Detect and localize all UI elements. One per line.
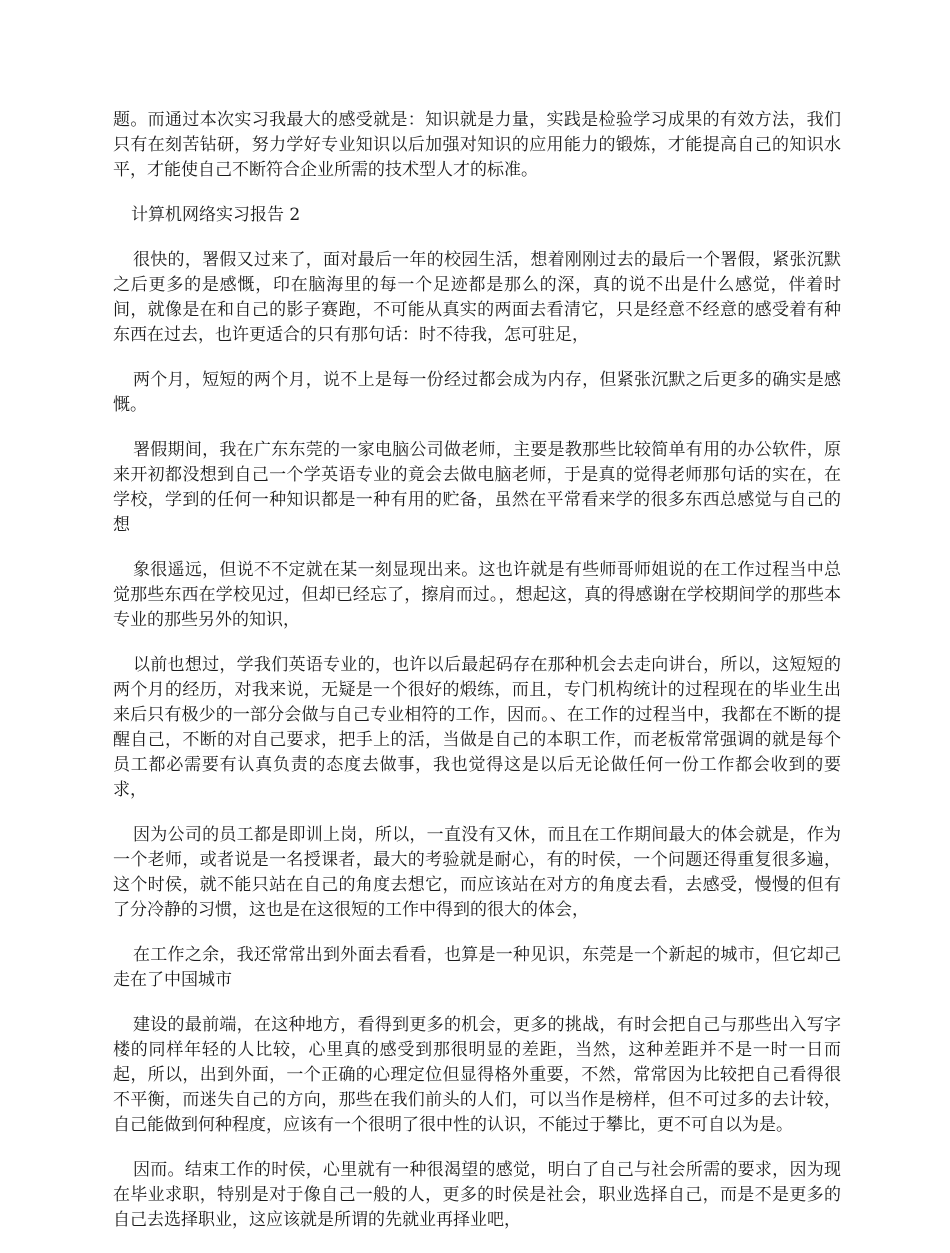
paragraph: 两个月，短短的两个月，说不上是每一份经过都会成为内存，但紧张沉默之后更多的确实是感慨。 — [113, 370, 841, 415]
paragraph: 在工作之余，我还常常出到外面去看看，也算是一种见识，东莞是一个新起的城市，但它却己走在了中国城市 — [113, 945, 841, 990]
paragraph: 以前也想过，学我们英语专业的，也许以后最起码存在那种机会去走向讲台，所以，这短短的两个月的经历，对我来说，无疑是一个很好的煅练，而且，专门机构统计的过程现在的毕业生出来后只有极少的一部分会做与自己专业相符的工作，因而。、在工作的过程当中，我都在不断的提醒自己，不断的对自己要求，把手上的活，当做是自己的本职工作，而老板常常强调的就是每个员工都必需要有认真负责的态度去做事，我也觉得这是以后无论做任何一份工作都会收到的要求， — [113, 655, 841, 800]
paragraph: 很快的，署假又过来了，面对最后一年的校园生活，想着刚刚过去的最后一个署假，紧张沉默之后更多的是感慨，印在脑海里的每一个足迹都是那么的深，真的说不出是什么感觉，伴着时间，就像是在和自己的影子赛跑，不可能从真实的两面去看清它，只是经意不经意的感受着有种东西在过去，也许更适合的只有那句话：时不待我，怎可驻足， — [113, 250, 841, 345]
paragraph: 因而。结束工作的时侯，心里就有一种很渴望的感觉，明白了自己与社会所需的要求，因为现在毕业求职，特别是对于像自己一般的人，更多的时侯是社会，职业选择自己，而是不是更多的自己去选择职业，这应该就是所谓的先就业再择业吧， — [113, 1160, 841, 1230]
section-heading: 计算机网络实习报告 2 — [131, 205, 301, 225]
document-body — [113, 108, 841, 1253]
paragraph: 因为公司的员工都是即训上岗，所以，一直没有又休，而且在工作期间最大的体会就是，作为一个老师，或者说是一名授课者，最大的考验就是耐心，有的时侯，一个问题还得重复很多遍，这个时侯，就不能只站在自己的角度去想它，而应该站在对方的角度去看，去感受，慢慢的但有了分冷静的习惯，这也是在这很短的工作中得到的很大的体会， — [113, 825, 841, 920]
paragraph-intro-continuation: 题。而通过本次实习我最大的感受就是：知识就是力量，实践是检验学习成果的有效方法，我们只有在刻苦钻研，努力学好专业知识以后加强对知识的应用能力的锻炼，才能提高自己的知识水平，才能使自己不断符合企业所需的技术型人才的标准。 — [113, 110, 841, 180]
paragraph: 署假期间，我在广东东莞的一家电脑公司做老师，主要是教那些比较简单有用的办公软件，原来开初都没想到自己一个学英语专业的竟会去做电脑老师，于是真的觉得老师那句话的实在，在学校，学到的任何一种知识都是一种有用的贮备，虽然在平常看来学的很多东西总感觉与自己的想 — [113, 440, 841, 535]
paragraph: 象很遥远，但说不不定就在某一刻显现出来。这也许就是有些师哥师姐说的在工作过程当中总觉那些东西在学校见过，但却已经忘了，擦肩而过。，想起这，真的得感谢在学校期间学的那些本专业的那些另外的知识， — [113, 560, 841, 630]
paragraph: 建设的最前端，在这种地方，看得到更多的机会，更多的挑战，有时会把自己与那些出入写字楼的同样年轻的人比较，心里真的感受到那很明显的差距，当然，这种差距并不是一时一日而起，所以，出到外面，一个正确的心理定位但显得格外重要，不然，常常因为比较把自己看得很不平衡，而迷失自己的方向，那些在我们前头的人们，可以当作是榜样，但不可过多的去计较，自己能做到何种程度，应该有一个很明了很中性的认识，不能过于攀比，更不可自以为是。 — [113, 1015, 841, 1135]
